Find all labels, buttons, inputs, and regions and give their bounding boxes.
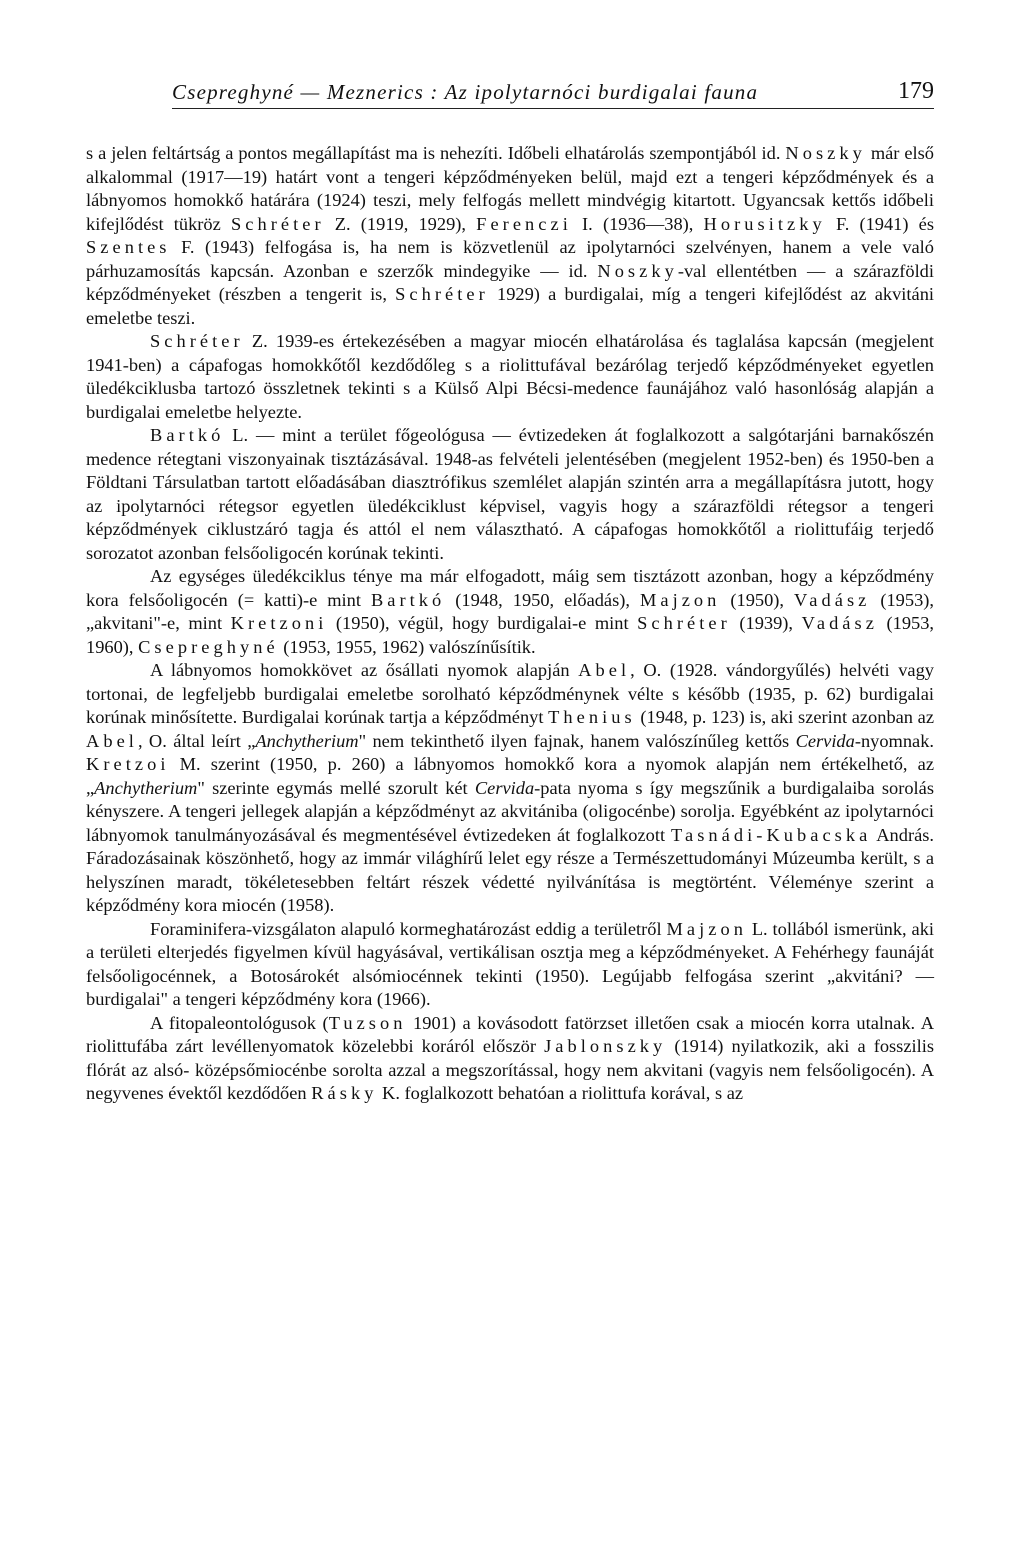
author-name: Tasnádi-Kubacska bbox=[671, 824, 872, 845]
running-head-title: Csepreghyné — Meznerics : Az ipolytarnóci burdigalai fauna bbox=[172, 80, 759, 104]
paragraph: A lábnyomos homokkövet az ősállati nyomok alapján Abel, O. (1928. vándorgyűlés) helvéti vagy tortonai, de legfeljebb burdigalai emeletbe sorolható képződménynek vélte s később (1935, p. 62) burdigalai korúnak minősítette. Burdigalai korúnak tartja a képződményt Thenius (1948, p. 123) is, aki szerint azonban az Abel, O. által leírt „Anchytherium" nem tekinthető ilyen fajnak, hanem valószínűleg kettős Cervida-nyomnak. Kretzoi M. szerint (1950, p. 260) a lábnyomos homokkő kora a nyomok alapján nem értékelhető, az „Anchytherium" szerinte egymás mellé szorult két Cervida-pata nyoma s így megszűnik a burdigalaiba sorolás kényszere. A tengeri jellegek alapján a képződményt az akvitániba (oligocénbe) sorolja. Egyébként az ipolytarnóci lábnyomok tanulmányozásával és megmentésével évtizedeken át foglalkozott Tasnádi-Kubacska András. Fáradozásainak köszönhető, hogy az immár világhírű lelet egy része a Természettudományi Múzeumba került, s a helyszínen maradt, tökéletesebben feltárt részek védetté nyilvánítása is megtörtént. Véleménye szerint a képződmény kora miocén (1958). bbox=[86, 660, 934, 915]
running-header bbox=[172, 74, 934, 110]
author-name: Rásky bbox=[311, 1083, 378, 1103]
header-rule bbox=[172, 108, 934, 109]
author-name: Abel bbox=[86, 730, 138, 751]
author-name: Schréter bbox=[150, 331, 244, 351]
author-name: Kretzoni bbox=[230, 613, 328, 633]
author-name: Majzon bbox=[639, 589, 721, 610]
author-name: Horusitzky bbox=[703, 213, 826, 234]
author-name: Noszky bbox=[597, 260, 678, 281]
author-name: Bartkó bbox=[370, 589, 446, 610]
author-name: Thenius bbox=[548, 707, 636, 727]
author-name: Abel bbox=[578, 660, 631, 680]
taxon-name: Anchytherium bbox=[255, 730, 359, 751]
author-name: Noszky bbox=[785, 143, 866, 163]
paragraph: Az egységes üledékciklus ténye ma már elfogadott, máig sem tisztázott azonban, hogy a képződmény korа felsőoligocén (= katti)-e mint Bartkó (1948, 1950, előadás), Majzon (1950), Vadász (1953), „akvitani"-e, mint Kretzoni (1950), végül, hogy burdigalai-e mint Schréter (1939), Vadász (1953, 1960), Csepreghyné (1953, 1955, 1962) valószínűsítik. bbox=[86, 566, 934, 657]
taxon-name: Cervida bbox=[474, 777, 535, 798]
author-name: Jablonszky bbox=[544, 1036, 667, 1056]
taxon-name: Cervida bbox=[795, 730, 855, 751]
author-name: Vadász bbox=[801, 613, 878, 633]
body-text bbox=[86, 142, 934, 1106]
author-name: Majzon bbox=[666, 918, 747, 939]
paragraph: A fitopaleontológusok (Tuzson 1901) a kovásodott fatörzset illetően csak a miocén korra utalnak. A riolittufába zárt levéllenyomatok közelebbi koráról először Jablonszky (1914) nyilatkozik, aki a fosszilis flórát az alsó- középsőmiocénbe sorolta azzal a megszorítással, hogy nem akvitani (vagyis nem felsőoligocén). A negyvenes évektől kezdődően Rásky K. foglalkozott behatóan a riolittufa korával, s az bbox=[86, 1012, 934, 1103]
author-name: Kretzoi bbox=[86, 754, 170, 774]
author-name: Schréter bbox=[230, 213, 325, 234]
author-name: Ferenczi bbox=[476, 213, 572, 234]
paragraph: Schréter Z. 1939-es értekezésében a magyar miocén elhatárolása és taglalása kapcsán (megjelent 1941-ben) a cápafogas homokkőtől kezdődőleg s a riolittufával bezárólag terjedő képződményeket egyetlen üledékciklusba tartozó összletnek tekinti s a Külső Alpi Bécsi-medence faunájához való hasonlóság alapján a burdigalai emeletbe helyezte. bbox=[86, 331, 934, 422]
author-name: Schréter bbox=[637, 613, 731, 633]
page-number: 179 bbox=[898, 78, 934, 104]
author-name: Vadász bbox=[794, 589, 871, 610]
author-name: Bartkó bbox=[150, 425, 225, 445]
paragraph: Foraminifera-vizsgálaton alapuló kormeghatározást eddig a területről Majzon L. tollából ismerünk, aki a területi elterjedés figyelmen kívül hagyásával, vertikálisan osztja meg a képződményeket. A Fehérhegy faunáját felsőoligocénnek, a Botosárokét alsómiocénnek tekinti (1950). Legújabb felfogása szerint „akvitáni? — burdigalai" a tengeri képződmény kora (1966). bbox=[86, 918, 934, 1009]
paragraph: s a jelen feltártság a pontos megállapítást ma is nehezíti. Időbeli elhatárolás szempontjából id. Noszky már első alkalommal (1917—19) határt vont a tengeri képződményeken belül, majd ezt a tengeri képződmények és a lábnyomos homokkő határára (1924) teszi, mely felfogás mellett mindvégig kitartott. Ugyancsak kettős időbeli kifejlődést tükröz Schréter Z. (1919, 1929), Ferenczi I. (1936—38), Horusitzky F. (1941) és Szentes F. (1943) felfogása is, ha nem is közvetlenül az ipolytarnóci szelvényen, hanem a vele való párhuzamosítás kapcsán. Azonban e szerzők mindegyike — id. Noszky-val ellentétben — a szárazföldi képződményeket (részben a tengerit is, Schréter 1929) a burdigalai, míg a tengeri kifejlődést az akvitáni emeletbe teszi. bbox=[86, 143, 934, 328]
author-name: Csepreghyné bbox=[138, 636, 279, 657]
author-name: Szentes bbox=[86, 237, 171, 257]
paragraph: Bartkó L. — mint a terület főgeológusa — évtizedeken át foglalkozott a salgótarjáni barnakőszén medence rétegtani viszonyainak tisztázásával. 1948-as felvételi jelentésében (megjelent 1952-ben) és 1950-ben a Földtani Társulatban tartott előadásában diasztrófikus szemlélet alapján szintén arra a megállapításra jutott, hogy az ipolytarnóci rétegsor egyetlen üledékciklust képvisel, vagyis hogy a szárazföldi rétegsor a tengeri képződmények ciklustzáró tagja és attól el nem választható. A cápafogas homokkőtől a riolittufáig terjedő sorozatot azonban felsőoligocén korúnak tekinti. bbox=[86, 425, 934, 563]
author-name: Schréter bbox=[395, 284, 489, 304]
taxon-name: Anchytherium bbox=[94, 777, 198, 798]
author-name: Tuzson bbox=[328, 1012, 407, 1033]
